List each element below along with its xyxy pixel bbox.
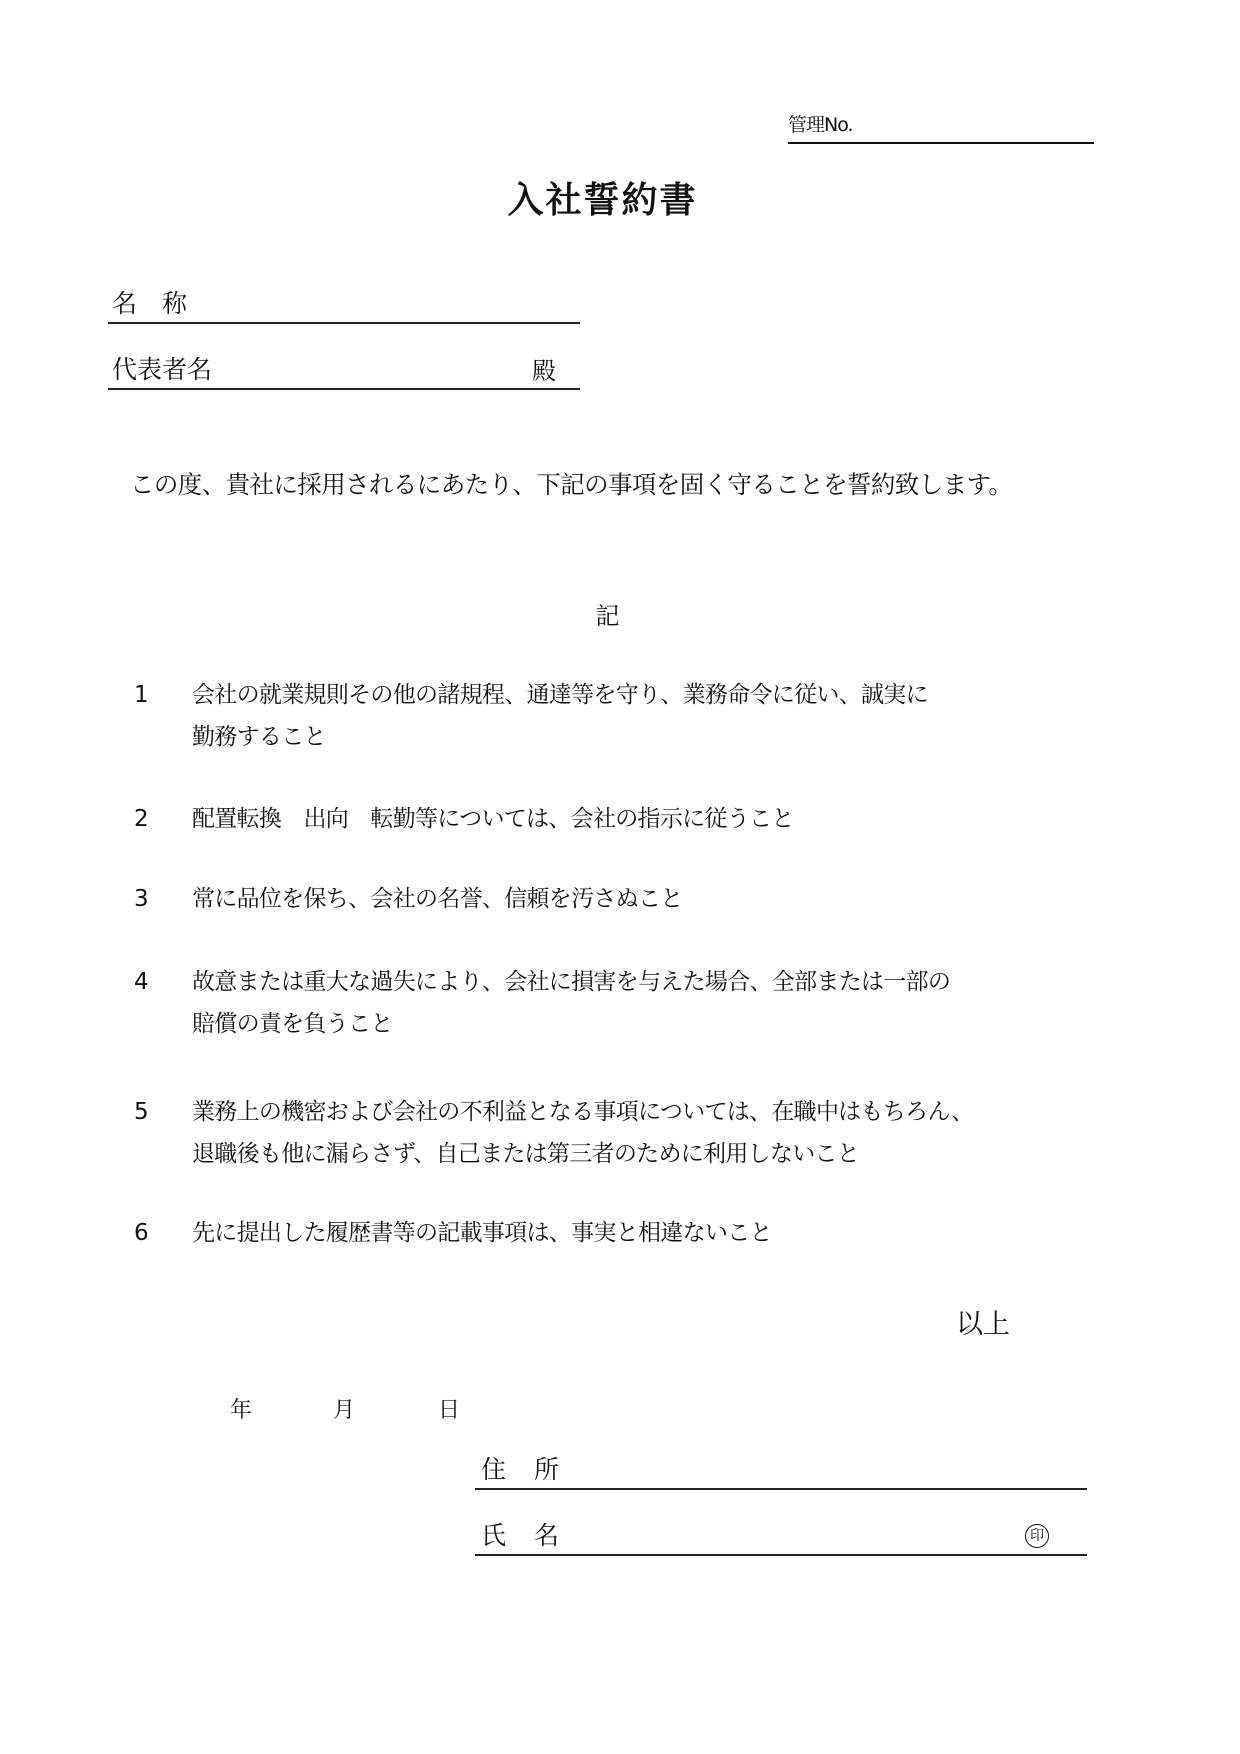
page-title: 入社誓約書 bbox=[507, 180, 698, 221]
representative-name-field[interactable] bbox=[108, 352, 580, 390]
item-text-line: 先に提出した履歴書等の記載事項は、事実と相違ないこと bbox=[192, 1220, 772, 1246]
representative-name-label: 代表者名 bbox=[112, 355, 213, 384]
date-year-label: 年 bbox=[230, 1398, 253, 1423]
item-number: 3 bbox=[134, 886, 148, 912]
item-number: 5 bbox=[134, 1099, 148, 1125]
item-text-line: 業務上の機密および会社の不利益となる事項については、在職中はもちろん、 bbox=[192, 1099, 974, 1125]
management-number-field[interactable] bbox=[788, 112, 1094, 144]
item-number: 1 bbox=[134, 682, 148, 708]
seal-icon: 印 bbox=[1025, 1524, 1049, 1548]
company-name-label: 名 称 bbox=[112, 289, 188, 318]
item-text-line: 退職後も他に漏らさず、自己または第三者のために利用しないこと bbox=[192, 1141, 860, 1167]
item-number: 6 bbox=[134, 1220, 148, 1246]
ki-heading: 記 bbox=[595, 602, 620, 630]
list-item bbox=[134, 878, 1034, 920]
closing-text: 以上 bbox=[956, 1309, 1010, 1340]
item-number: 2 bbox=[134, 806, 148, 832]
management-number-label: 管理No. bbox=[788, 114, 853, 136]
address-label: 住所 bbox=[481, 1455, 588, 1484]
list-item bbox=[134, 674, 1034, 758]
address-field[interactable] bbox=[475, 1450, 1087, 1490]
item-text-line: 配置転換 出向 転勤等については、会社の指示に従うこと bbox=[192, 806, 794, 832]
item-text-line: 故意または重大な過失により、会社に損害を与えた場合、全部または一部の bbox=[192, 969, 951, 995]
list-item bbox=[134, 961, 1034, 1045]
signer-name-field[interactable] bbox=[475, 1516, 1087, 1556]
item-text-line: 賠償の責を負うこと bbox=[192, 1011, 393, 1037]
date-day-label: 日 bbox=[438, 1398, 461, 1423]
date-month-label: 月 bbox=[333, 1398, 356, 1423]
intro-text: この度、貴社に採用されるにあたり、下記の事項を固く守ることを誓約致します。 bbox=[130, 470, 1013, 499]
item-text-line: 勤務すること bbox=[192, 724, 326, 750]
list-item bbox=[134, 1212, 1034, 1254]
item-text-line: 会社の就業規則その他の諸規程、通達等を守り、業務命令に従い、誠実に bbox=[192, 682, 928, 708]
item-number: 4 bbox=[134, 969, 148, 995]
company-name-field[interactable] bbox=[108, 286, 580, 324]
list-item bbox=[134, 798, 1034, 840]
signer-name-label: 氏名 bbox=[481, 1521, 588, 1550]
list-item bbox=[134, 1091, 1034, 1175]
honorific-label: 殿 bbox=[532, 357, 556, 385]
item-text-line: 常に品位を保ち、会社の名誉、信頼を汚さぬこと bbox=[192, 886, 683, 912]
